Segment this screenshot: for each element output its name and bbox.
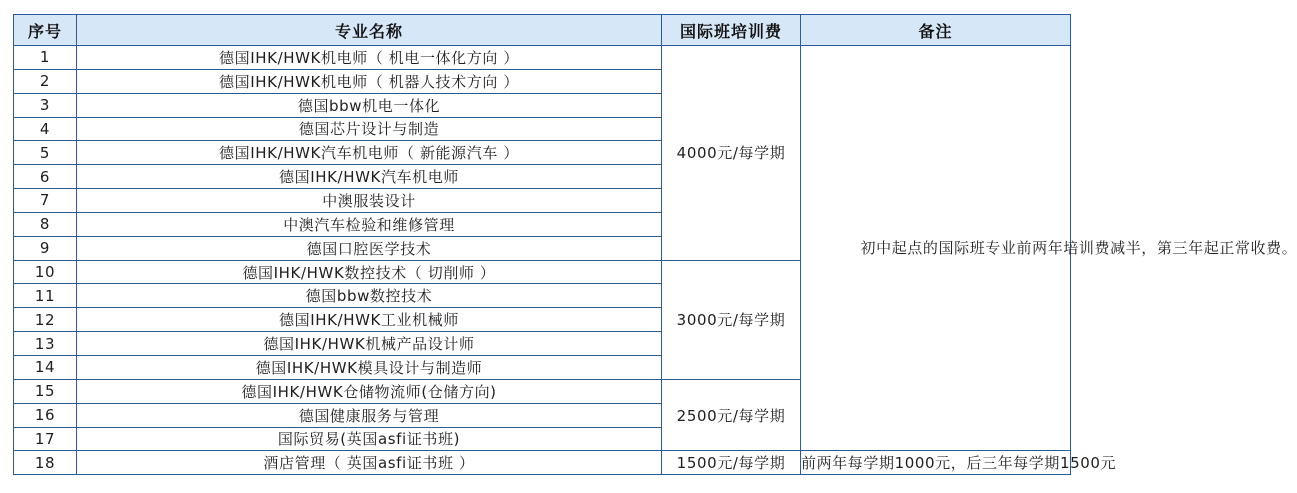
row-major: 德国bbw机电一体化 [77, 93, 662, 117]
header-major: 专业名称 [77, 15, 662, 46]
header-remark: 备注 [801, 15, 1071, 46]
row-no: 5 [14, 141, 77, 165]
row-major: 德国IHK/HWK仓储物流师(仓储方向) [77, 379, 662, 403]
row-no: 7 [14, 189, 77, 213]
row-major: 德国IHK/HWK机电师（ 机器人技术方向 ） [77, 69, 662, 93]
fee-table [13, 14, 1297, 475]
row-major: 德国IHK/HWK工业机械师 [77, 308, 662, 332]
row-major: 酒店管理（ 英国asfi证书班 ） [77, 451, 662, 475]
row-no: 4 [14, 117, 77, 141]
row-major: 国际贸易(英国asfi证书班) [77, 427, 662, 451]
row-no: 13 [14, 332, 77, 356]
row-major: 德国bbw数控技术 [77, 284, 662, 308]
fee-cell: 3000元/每学期 [662, 260, 801, 379]
row-major: 德国IHK/HWK机械产品设计师 [77, 332, 662, 356]
remark-text: 初中起点的国际班专业前两年培训费减半，第三年起正常收费。 [860, 239, 1297, 258]
row-no: 14 [14, 355, 77, 379]
table-row [14, 46, 1071, 70]
row-major: 德国IHK/HWK数控技术（ 切削师 ） [77, 260, 662, 284]
row-major: 德国IHK/HWK汽车机电师 [77, 165, 662, 189]
row-no: 3 [14, 93, 77, 117]
row-no: 11 [14, 284, 77, 308]
row-no: 16 [14, 403, 77, 427]
table-row [14, 451, 1071, 475]
table-header-row [14, 15, 1071, 46]
fee-cell: 2500元/每学期 [662, 379, 801, 451]
header-fee: 国际班培训费 [662, 15, 801, 46]
row-no: 8 [14, 212, 77, 236]
row-major: 德国IHK/HWK机电师（ 机电一体化方向 ） [77, 46, 662, 70]
row-no: 10 [14, 260, 77, 284]
row-major: 德国IHK/HWK汽车机电师（ 新能源汽车 ） [77, 141, 662, 165]
remark-cell-last: 前两年每学期1000元，后三年每学期1500元 [801, 451, 1071, 475]
row-no: 15 [14, 379, 77, 403]
row-major: 中澳服装设计 [77, 189, 662, 213]
remark-cell [801, 46, 1297, 451]
header-no: 序号 [14, 15, 77, 46]
row-no: 17 [14, 427, 77, 451]
row-no: 9 [14, 236, 77, 260]
row-major: 德国IHK/HWK模具设计与制造师 [77, 355, 662, 379]
row-no: 1 [14, 46, 77, 70]
row-major: 中澳汽车检验和维修管理 [77, 212, 662, 236]
row-no: 18 [14, 451, 77, 475]
row-no: 6 [14, 165, 77, 189]
row-major: 德国口腔医学技术 [77, 236, 662, 260]
row-no: 12 [14, 308, 77, 332]
row-major: 德国健康服务与管理 [77, 403, 662, 427]
fee-cell: 1500元/每学期 [662, 451, 801, 475]
fee-cell: 4000元/每学期 [662, 46, 801, 261]
row-no: 2 [14, 69, 77, 93]
row-major: 德国芯片设计与制造 [77, 117, 662, 141]
